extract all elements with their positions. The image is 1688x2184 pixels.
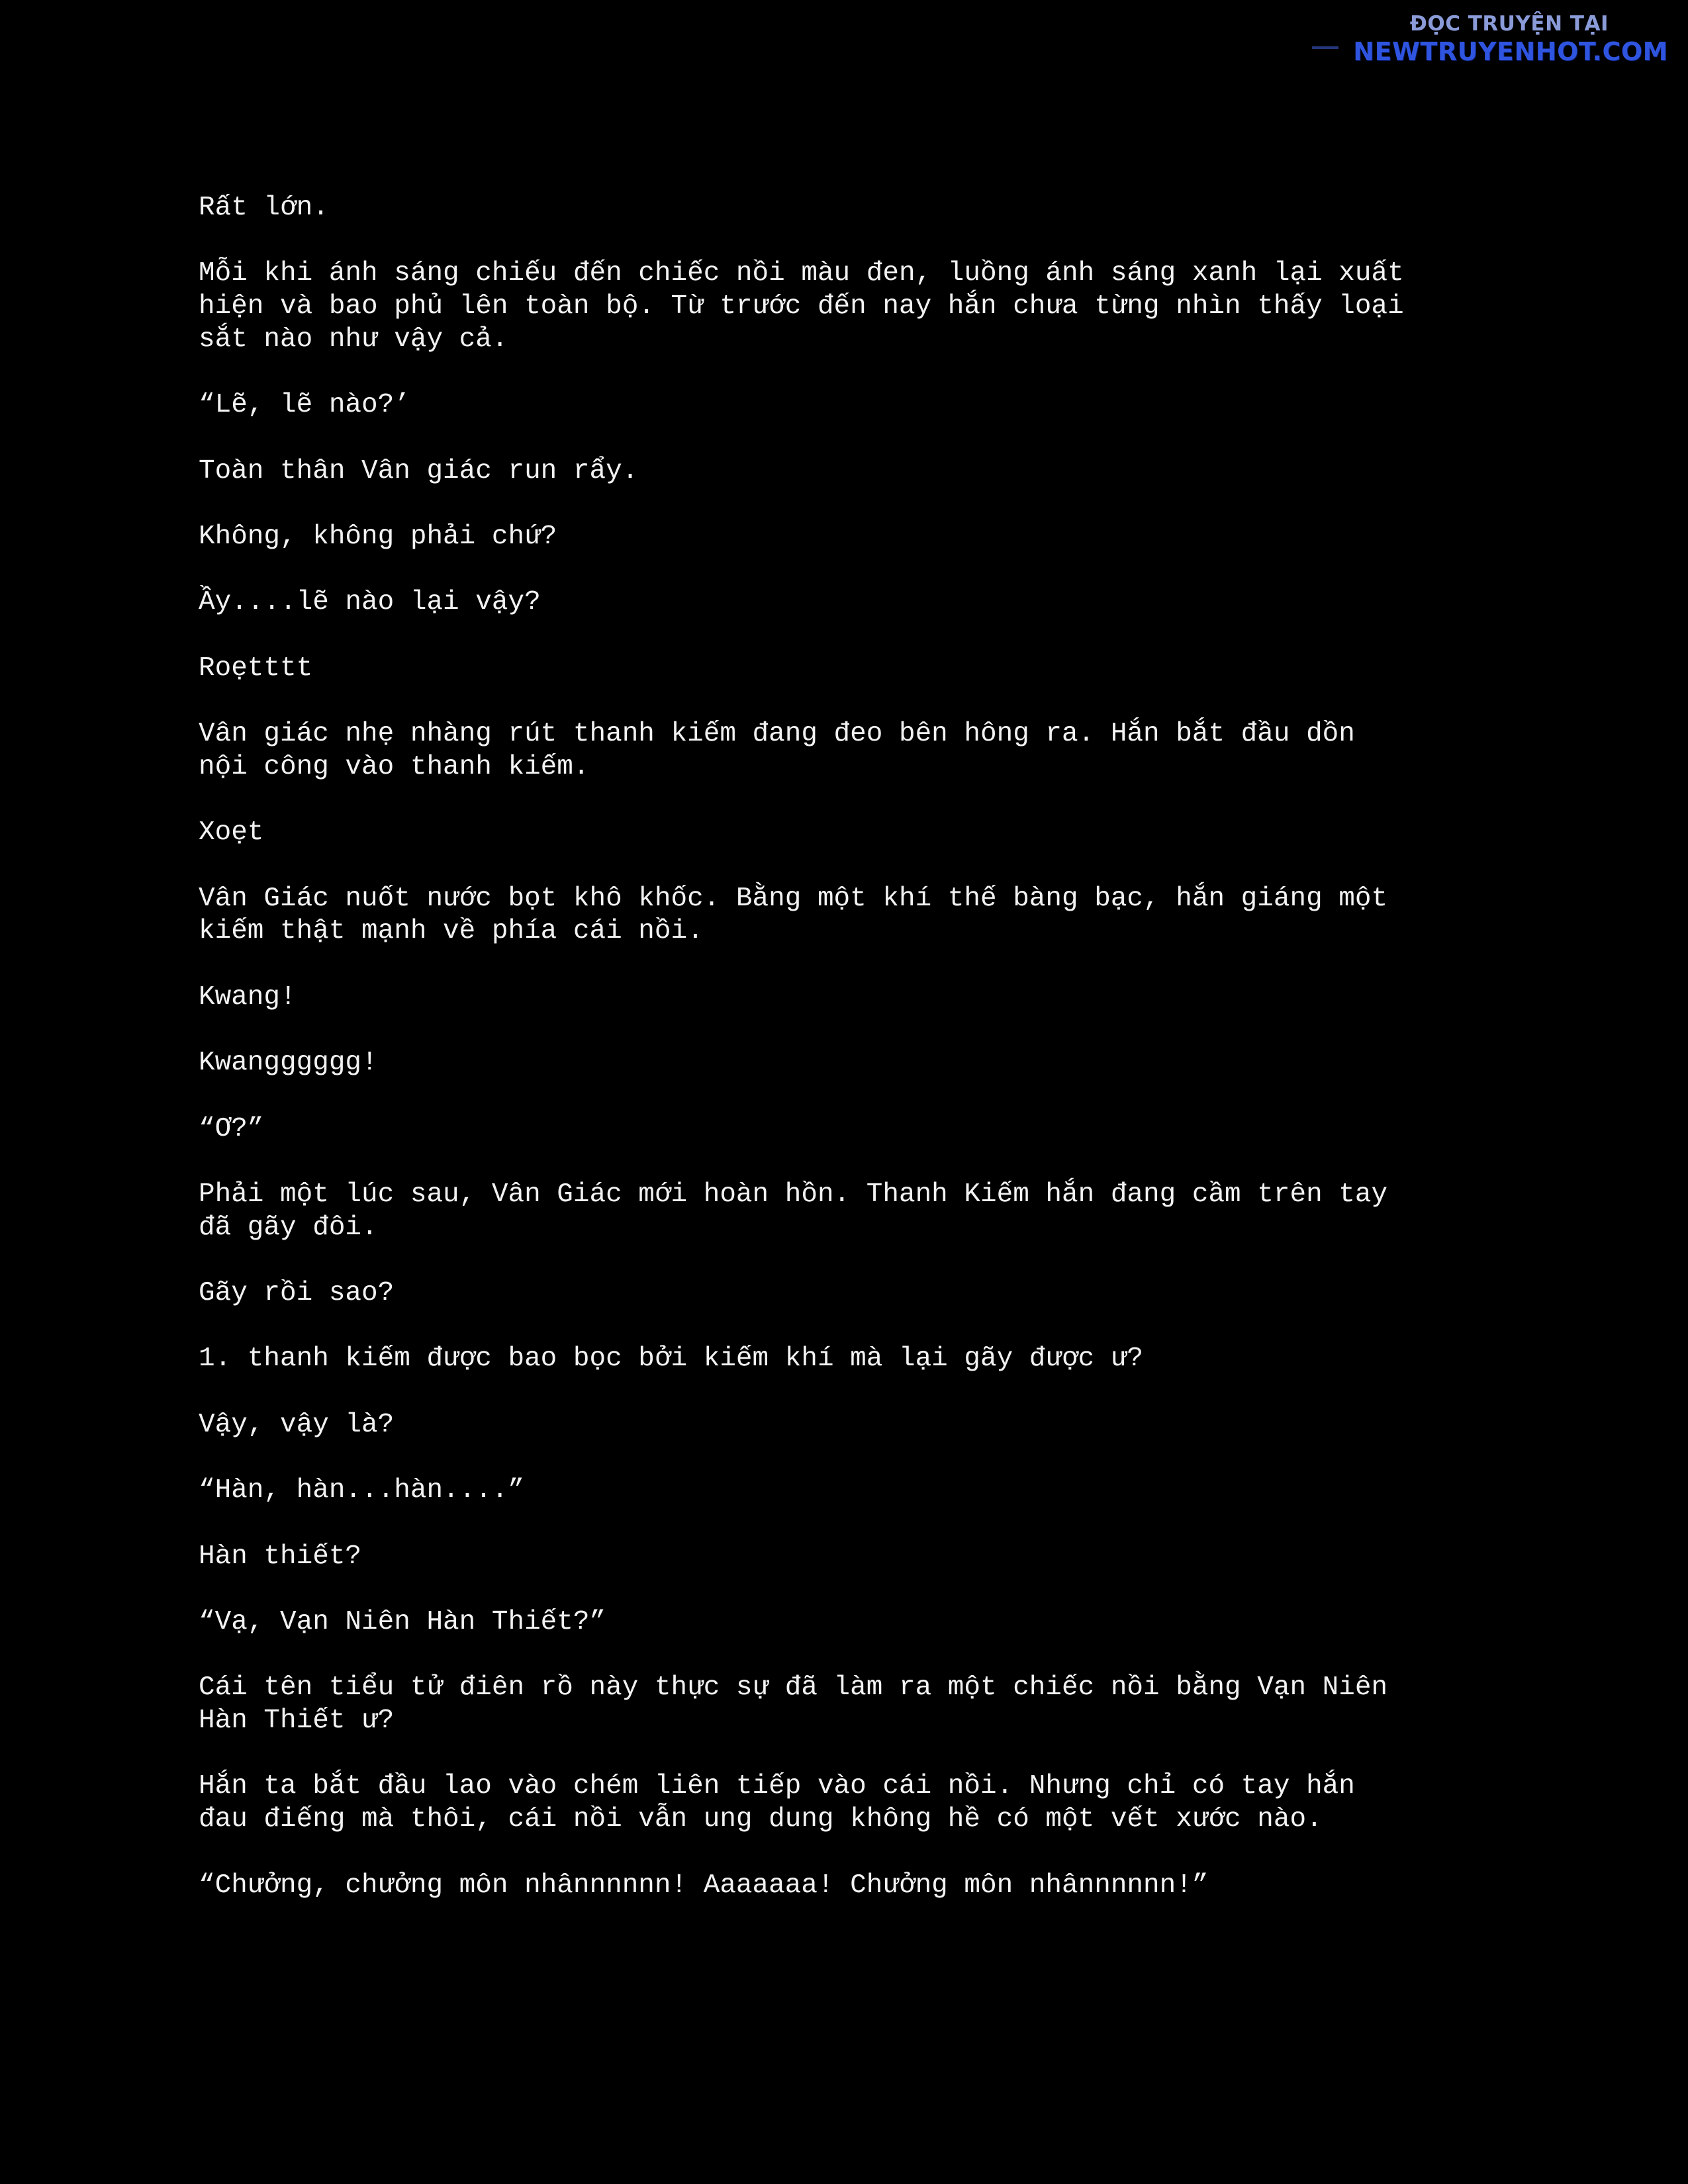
paragraph: Toàn thân Vân giác run rẩy. (199, 455, 639, 486)
paragraph: Roẹtttt (199, 653, 313, 684)
paragraph: “Vạ, Vạn Niên Hàn Thiết?” (199, 1606, 606, 1637)
paragraph: “Ơ?” (199, 1113, 264, 1144)
paragraph: Gãy rồi sao? (199, 1277, 395, 1308)
paragraph: Vân Giác nuốt nước bọt khô khốc. Bằng một khí thế bàng bạc, hắn giáng một kiếm thật mạnh về phía cái nồi. (199, 883, 1388, 947)
paragraph: Kwang! (199, 981, 297, 1013)
paragraph: “Chưởng, chưởng môn nhânnnnnn! Aaaaaaa! Chưởng môn nhânnnnnn!” (199, 1870, 1209, 1901)
paragraph: “Lẽ, lẽ nào?’ (199, 390, 410, 421)
paragraph: Mỗi khi ánh sáng chiếu đến chiếc nồi màu đen, luồng ánh sáng xanh lại xuất hiện và bao phủ lên toàn bộ. Từ trước đến nay hắn chưa từng nhìn thấy loại sắt nào như vậy cả. (199, 258, 1404, 355)
paragraph: Vậy, vậy là? (199, 1409, 395, 1440)
paragraph: 1. thanh kiếm được bao bọc bởi kiếm khí mà lại gãy được ư? (199, 1343, 1144, 1375)
paragraph: Ầy....lẽ nào lại vậy? (199, 587, 541, 618)
paragraph: Không, không phải chứ? (199, 521, 557, 552)
paragraph: Hắn ta bắt đầu lao vào chém liên tiếp vào cái nồi. Nhưng chỉ có tay hắn đau điếng mà thôi, cái nồi vẫn ung dung không hề có một vết xước nào. (199, 1771, 1355, 1835)
paragraph: Vân giác nhẹ nhàng rút thanh kiếm đang đeo bên hông ra. Hắn bắt đầu dồn nội công vào thanh kiếm. (199, 719, 1355, 782)
paragraph: Hàn thiết? (199, 1541, 362, 1572)
paragraph: Rất lớn. (199, 193, 329, 223)
watermark-line-1: ĐỌC TRUYỆN TẠI (1409, 12, 1609, 36)
paragraph: “Hàn, hàn...hàn....” (199, 1475, 525, 1506)
watermark-line-2: NEWTRUYENHOT.COM (1353, 37, 1668, 66)
paragraph: Phải một lúc sau, Vân Giác mới hoàn hồn. Thanh Kiếm hắn đang cầm trên tay đã gãy đôi. (199, 1179, 1388, 1243)
paragraph: Kwangggggg! (199, 1048, 378, 1079)
watermark-dash (1312, 46, 1338, 49)
story-text (199, 192, 1509, 1935)
site-watermark (1297, 12, 1668, 71)
paragraph: Cái tên tiểu tử điên rồ này thực sự đã làm ra một chiếc nồi bằng Vạn Niên Hàn Thiết ư? (199, 1672, 1388, 1737)
paragraph: Xoẹt (199, 817, 264, 848)
